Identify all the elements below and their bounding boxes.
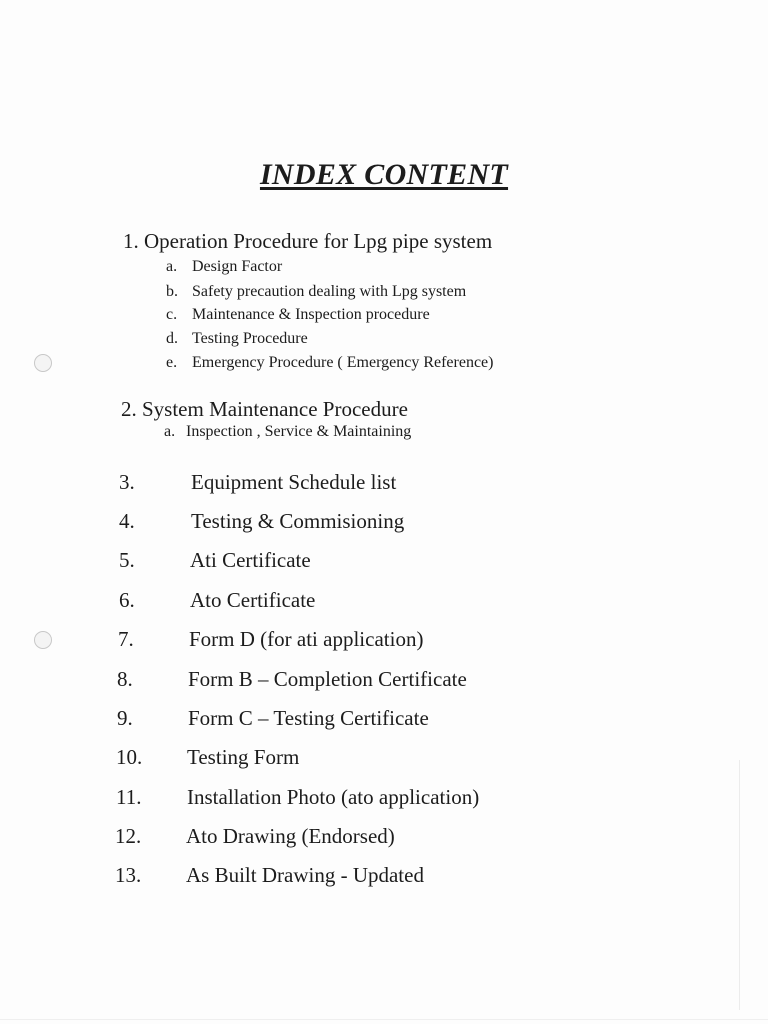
entry-text: Form C – Testing Certificate: [188, 706, 429, 730]
entry-text: Equipment Schedule list: [191, 470, 397, 494]
section-2-heading: [121, 397, 408, 422]
item-letter: d.: [166, 330, 178, 347]
entry-text: As Built Drawing - Updated: [186, 863, 424, 887]
item-text: Design Factor: [192, 258, 283, 275]
section-1-title: Operation Procedure for Lpg pipe system: [144, 229, 493, 253]
entry-number: 6.: [119, 588, 135, 612]
item-letter: a.: [164, 423, 176, 440]
section-2-number: 2.: [121, 397, 137, 421]
scan-edge-line: [739, 760, 740, 1010]
item-letter: a.: [166, 258, 178, 275]
scan-bottom-line: [0, 1019, 768, 1020]
section-1-item-a: [166, 258, 282, 276]
entry-text: Ato Drawing (Endorsed): [186, 824, 395, 848]
entry-text: Form D (for ati application): [189, 627, 424, 651]
entry-text: Testing & Commisioning: [191, 509, 405, 533]
item-letter: b.: [166, 283, 178, 300]
entry-text: Form B – Completion Certificate: [188, 667, 467, 691]
entry-number: 10.: [116, 745, 143, 769]
item-letter: e.: [166, 354, 178, 371]
entry-number: 12.: [115, 824, 142, 848]
punch-hole-icon: [34, 631, 52, 649]
section-1-item-b: [166, 283, 466, 301]
entry-number: 8.: [117, 667, 133, 691]
entry-number: 13.: [115, 863, 142, 887]
section-2-title: System Maintenance Procedure: [142, 397, 408, 421]
entry-number: 5.: [119, 548, 135, 572]
section-1-heading: [123, 229, 492, 254]
entry-number: 11.: [116, 785, 142, 809]
item-text: Safety precaution dealing with Lpg system: [192, 283, 467, 300]
entry-text: Installation Photo (ato application): [187, 785, 480, 809]
section-1-number: 1.: [123, 229, 139, 253]
item-text: Inspection , Service & Maintaining: [186, 423, 412, 440]
entry-text: Ato Certificate: [190, 588, 316, 612]
item-text: Emergency Procedure ( Emergency Reference): [192, 354, 494, 371]
entry-text: Ati Certificate: [190, 548, 311, 572]
item-text: Maintenance & Inspection procedure: [192, 306, 430, 323]
entry-number: 4.: [119, 509, 135, 533]
entry-text: Testing Form: [187, 745, 300, 769]
item-letter: c.: [166, 306, 178, 323]
section-2-item-a: [164, 423, 411, 441]
section-1-item-e: [166, 354, 493, 372]
entry-number: 3.: [119, 470, 135, 494]
entry-number: 7.: [118, 627, 134, 651]
section-1-item-c: [166, 306, 430, 324]
punch-hole-icon: [34, 354, 52, 372]
page-title: INDEX CONTENT: [259, 158, 509, 191]
item-text: Testing Procedure: [192, 330, 308, 347]
section-1-item-d: [166, 330, 308, 348]
entry-number: 9.: [117, 706, 133, 730]
